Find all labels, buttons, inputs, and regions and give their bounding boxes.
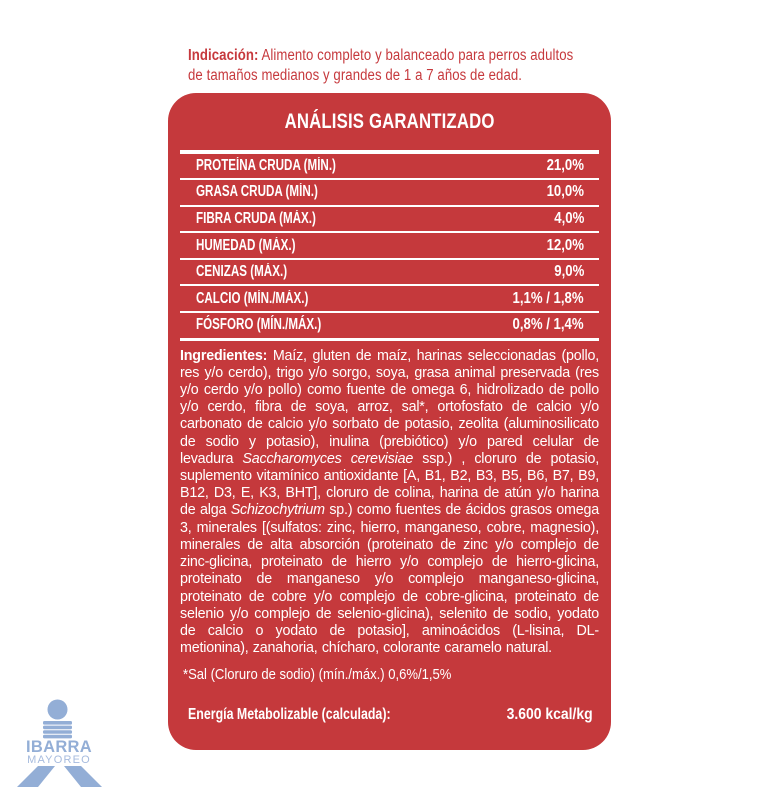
logo-wordmark-ibarra: IBARRA — [26, 738, 92, 756]
salt-note — [183, 666, 599, 683]
row-value: 4,0% — [553, 209, 584, 227]
row-value: 1,1% / 1,8% — [512, 289, 584, 307]
logo-figure-icon — [14, 694, 114, 798]
ingredients-species-alga: Schizochytrium — [230, 502, 325, 519]
row-label: PROTEÍNA CRUDA (MÍN.) — [196, 156, 336, 174]
panel-header — [180, 93, 599, 150]
logo-wordmark-mayoreo: MAYOREO — [27, 754, 91, 766]
metabolizable-energy-row — [180, 706, 599, 724]
analysis-row-calcium — [180, 286, 599, 311]
analysis-row-moisture — [180, 233, 599, 258]
ingredients-label: Ingredientes: — [180, 347, 268, 364]
analysis-row-phosphorus — [180, 313, 599, 338]
row-label: GRASA CRUDA (MÍN.) — [196, 183, 318, 201]
row-label: CENIZAS (MÁX.) — [196, 263, 288, 281]
indication-text — [188, 46, 588, 86]
ibarra-mayoreo-logo — [14, 694, 114, 798]
row-label: HUMEDAD (MÁX.) — [196, 236, 296, 254]
row-value: 9,0% — [553, 263, 584, 281]
ingredients-text: ssp.) , cloruro de potasio, suplemento vitamínico antioxidante [A, B1, B2, B3, B5, B6, B7, B9, B12, D3, E, K3, BHT], cloruro de colina, harina de atún y/o harina de alga — [180, 450, 599, 519]
ingredients-species-yeast: Saccharomyces cerevisiae — [242, 450, 414, 467]
analysis-row-fat — [180, 180, 599, 205]
row-label: FÓSFORO (MÍN./MÁX.) — [196, 316, 322, 334]
row-value: 0,8% / 1,4% — [512, 316, 584, 334]
row-value: 21,0% — [546, 156, 584, 174]
analysis-row-ash — [180, 260, 599, 285]
row-label: CALCIO (MÍN./MÁX.) — [196, 289, 309, 307]
logo-head-icon — [48, 700, 68, 720]
ingredients-paragraph — [180, 348, 599, 658]
indication-body: Alimento completo y balanceado para perros adultos de tamaños medianos y grandes de 1 a 7 años de edad. — [188, 47, 574, 84]
logo-legs-icon — [17, 766, 102, 787]
energy-value: 3.600 kcal/kg — [506, 706, 593, 724]
analysis-row-protein — [180, 154, 599, 179]
indication-label: Indicación: — [188, 47, 259, 64]
ingredients-text: Maíz, gluten de maíz, harinas seleccionadas (pollo, res y/o cerdo), trigo y/o sorgo, soya, grasa animal preservada (res y/o cerdo y/o pollo) como fuente de omega 6, hidrolizado de pollo y/o cerdo, fibra de soya, arroz, sal*, ortofosfato de calcio y/o carbonato de calcio y/o sorbato de potasio, zeolita (aluminosilicato de sodio y potasio), inulina (prebiótico) y/o pared celular de levadura — [180, 347, 599, 467]
row-value: 12,0% — [546, 236, 584, 254]
energy-label: Energía Metabolizable (calculada): — [188, 706, 391, 724]
row-label: FIBRA CRUDA (MÁX.) — [196, 209, 316, 227]
ingredients-text: sp.) como fuentes de ácidos grasos omega 3, minerales [(sulfatos: zinc, hierro, manganeso, cobre, magnesio), minerales de alta absorción (proteinato de zinc y/o complejo de zinc-glicina, proteinato de hierro y/o complejo de hierro-glicina, proteinato de manganeso y/o complejo manganeso-glicina, proteinato de cobre y/o complejo de cobre-glicina, proteinato de selenio y/o complejo de selenio-glicina), selenito de sodio, yodato de calcio o yodato de potasio], aminoácidos (L-lisina, DL-metionina), zanahoria, chícharo, colorante caramelo natural. — [180, 502, 600, 657]
logo-body-icon — [43, 721, 72, 738]
analysis-row-fiber — [180, 207, 599, 232]
divider — [180, 338, 599, 341]
panel-title: ANÁLISIS GARANTIZADO — [284, 109, 495, 133]
salt-note-text: *Sal (Cloruro de sodio) (mín./máx.) 0,6%/1,5% — [183, 666, 452, 684]
guaranteed-analysis-panel — [168, 93, 611, 750]
row-value: 10,0% — [546, 183, 584, 201]
